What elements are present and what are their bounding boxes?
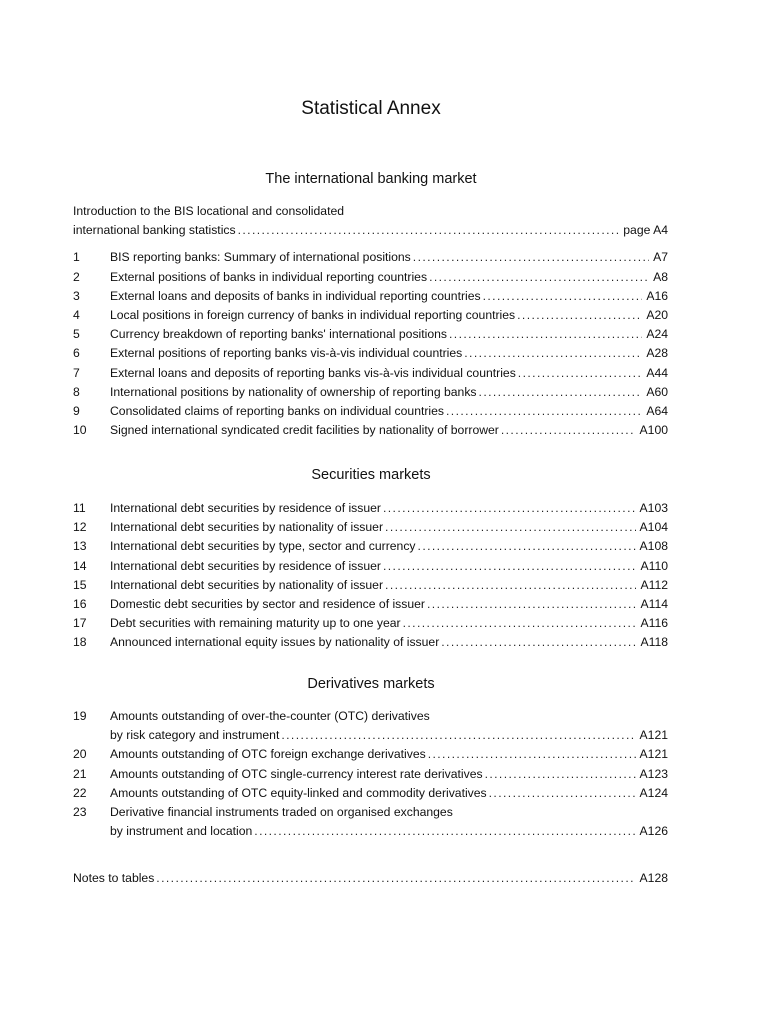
entry-number: 18	[73, 635, 87, 650]
page-ref: page A4	[623, 223, 668, 238]
entry-title: Amounts outstanding of over-the-counter (OTC) derivatives	[110, 709, 430, 723]
page-ref: A100	[639, 423, 668, 438]
toc-entry[interactable]	[73, 784, 668, 803]
page-ref: A126	[639, 824, 668, 839]
page-ref: A44	[646, 365, 668, 380]
dot-leader	[446, 402, 642, 421]
page-ref: A104	[639, 520, 668, 535]
page-ref: A123	[639, 766, 668, 781]
page-ref: A60	[646, 384, 668, 399]
toc-entry[interactable]	[73, 499, 668, 518]
page-ref: A110	[640, 558, 668, 573]
entry-number: 10	[73, 423, 87, 438]
dot-leader	[464, 344, 642, 363]
entry-number: 11	[73, 501, 86, 515]
dot-leader	[517, 306, 642, 325]
toc-entry[interactable]	[73, 287, 668, 306]
entry-number: 19	[73, 709, 87, 723]
dot-leader	[254, 822, 635, 841]
page-ref: A108	[639, 539, 668, 554]
notes-text: Notes to tables	[73, 871, 155, 885]
entry-title: International debt securities by nationality of issuer	[110, 577, 384, 592]
section-heading-securities: Securities markets	[311, 467, 431, 483]
dot-leader	[429, 268, 649, 287]
intro-line-1	[73, 202, 668, 221]
page-ref: A118	[640, 635, 668, 650]
dot-leader	[413, 248, 649, 267]
entry-title: Amounts outstanding of OTC single-currency interest rate derivatives	[110, 766, 483, 781]
page-ref: A128	[639, 871, 668, 885]
dot-leader	[449, 325, 642, 344]
entry-number: 1	[73, 250, 80, 265]
entry-number: 8	[73, 384, 80, 399]
dot-leader	[479, 383, 643, 402]
entry-title: External positions of banks in individual reporting countries	[110, 269, 428, 284]
page-ref: A24	[646, 327, 668, 342]
toc-entry[interactable]	[73, 707, 668, 726]
toc-entry[interactable]	[73, 633, 668, 652]
entry-number: 15	[73, 577, 87, 592]
dot-leader	[418, 537, 636, 556]
entry-title: External positions of reporting banks vis-à-vis individual countries	[110, 346, 463, 361]
toc-securities	[73, 499, 668, 653]
page-ref: A16	[646, 288, 668, 303]
entry-title: Derivative financial instruments traded on organised exchanges	[110, 804, 453, 819]
page-ref: A28	[646, 346, 668, 361]
entry-number: 4	[73, 307, 80, 322]
entry-number: 16	[73, 596, 87, 611]
notes-entry[interactable]	[73, 869, 668, 888]
section-heading-banking: The international banking market	[265, 171, 477, 187]
toc-entry[interactable]	[73, 306, 668, 325]
page-title: Statistical Annex	[301, 98, 441, 119]
dot-leader	[518, 364, 643, 383]
toc-entry[interactable]	[73, 268, 668, 287]
entry-number: 9	[73, 403, 80, 418]
dot-leader	[483, 287, 643, 306]
intro-text-1: Introduction to the BIS locational and consolidated	[73, 204, 345, 218]
entry-number: 22	[73, 785, 87, 800]
toc-entry-continuation[interactable]	[73, 726, 668, 745]
page-ref: A121	[639, 728, 668, 743]
page-ref: A20	[646, 307, 668, 322]
toc-entry[interactable]	[73, 248, 668, 267]
dot-leader	[427, 595, 636, 614]
entry-number: 12	[73, 520, 87, 535]
dot-leader	[428, 745, 636, 764]
entry-number: 21	[73, 766, 87, 781]
entry-title: Amounts outstanding of OTC foreign exchange derivatives	[110, 747, 426, 762]
entry-title: Consolidated claims of reporting banks on individual countries	[110, 403, 444, 418]
entry-title: Announced international equity issues by nationality of issuer	[110, 635, 440, 650]
toc-entry[interactable]	[73, 325, 668, 344]
dot-leader	[383, 499, 636, 518]
entry-number: 5	[73, 327, 80, 342]
toc-entry-continuation[interactable]	[73, 822, 668, 841]
toc-entry[interactable]	[73, 344, 668, 363]
entry-title: International debt securities by residence of issuer	[110, 558, 381, 573]
page-ref: A103	[639, 501, 668, 515]
entry-title: Domestic debt securities by sector and residence of issuer	[110, 596, 425, 611]
toc-entry[interactable]	[73, 402, 668, 421]
entry-title: International debt securities by residence of issuer	[110, 501, 381, 515]
toc-entry[interactable]	[73, 557, 668, 576]
toc-entry[interactable]	[73, 364, 668, 383]
dot-leader	[441, 633, 636, 652]
entry-number: 7	[73, 365, 80, 380]
toc-derivatives	[73, 707, 668, 841]
section-heading-derivatives: Derivatives markets	[307, 676, 435, 692]
entry-number: 6	[73, 346, 80, 361]
dot-leader	[156, 869, 635, 888]
dot-leader	[403, 614, 637, 633]
page-ref: A116	[640, 616, 668, 631]
entry-title: International positions by nationality of ownership of reporting banks	[110, 384, 477, 399]
entry-title: Currency breakdown of reporting banks' international positions	[110, 327, 447, 342]
toc-entry[interactable]	[73, 745, 668, 764]
entry-number: 23	[73, 804, 87, 819]
entry-title: External loans and deposits of reporting banks vis-à-vis individual countries	[110, 365, 516, 380]
entry-number: 2	[73, 269, 80, 284]
toc-entry[interactable]	[73, 421, 668, 440]
page-ref: A64	[646, 403, 668, 418]
entry-title: Amounts outstanding of OTC equity-linked and commodity derivatives	[110, 785, 487, 800]
entry-title: Signed international syndicated credit facilities by nationality of borrower	[110, 423, 499, 438]
toc-entry[interactable]	[73, 803, 668, 822]
entry-title-continuation: by risk category and instrument	[110, 728, 280, 743]
dot-leader	[385, 518, 636, 537]
dot-leader	[501, 421, 636, 440]
dot-leader	[383, 557, 636, 576]
toc-entry[interactable]	[73, 614, 668, 633]
toc-entry[interactable]	[73, 595, 668, 614]
entry-title: Debt securities with remaining maturity up to one year	[110, 616, 401, 631]
intro-line-2[interactable]	[73, 221, 668, 240]
entry-number: 17	[73, 616, 87, 631]
entry-number: 14	[73, 558, 87, 573]
entry-number: 3	[73, 288, 80, 303]
entry-title: International debt securities by nationality of issuer	[110, 520, 384, 535]
dot-leader	[238, 221, 620, 240]
page-ref: A7	[653, 250, 668, 265]
entry-title: International debt securities by type, sector and currency	[110, 539, 416, 554]
toc-banking	[73, 202, 668, 440]
toc-notes	[73, 869, 668, 888]
page-ref: A8	[653, 269, 668, 284]
intro-text-2: international banking statistics	[73, 223, 236, 238]
entry-title: External loans and deposits of banks in individual reporting countries	[110, 288, 481, 303]
entry-title-continuation: by instrument and location	[110, 824, 253, 839]
entry-title: BIS reporting banks: Summary of international positions	[110, 250, 411, 265]
toc-entry[interactable]	[73, 518, 668, 537]
dot-leader	[489, 784, 636, 803]
page-ref: A124	[639, 785, 668, 800]
dot-leader	[485, 765, 636, 784]
entry-number: 20	[73, 747, 87, 762]
page-ref: A121	[639, 747, 668, 762]
page-ref: A112	[640, 577, 668, 592]
dot-leader	[385, 576, 636, 595]
toc-entry[interactable]	[73, 576, 668, 595]
page-ref: A114	[640, 596, 668, 611]
dot-leader	[281, 726, 635, 745]
toc-entry[interactable]	[73, 537, 668, 556]
toc-entry[interactable]	[73, 765, 668, 784]
toc-entry[interactable]	[73, 383, 668, 402]
entry-number: 13	[73, 539, 87, 554]
entry-title: Local positions in foreign currency of banks in individual reporting countries	[110, 307, 516, 322]
